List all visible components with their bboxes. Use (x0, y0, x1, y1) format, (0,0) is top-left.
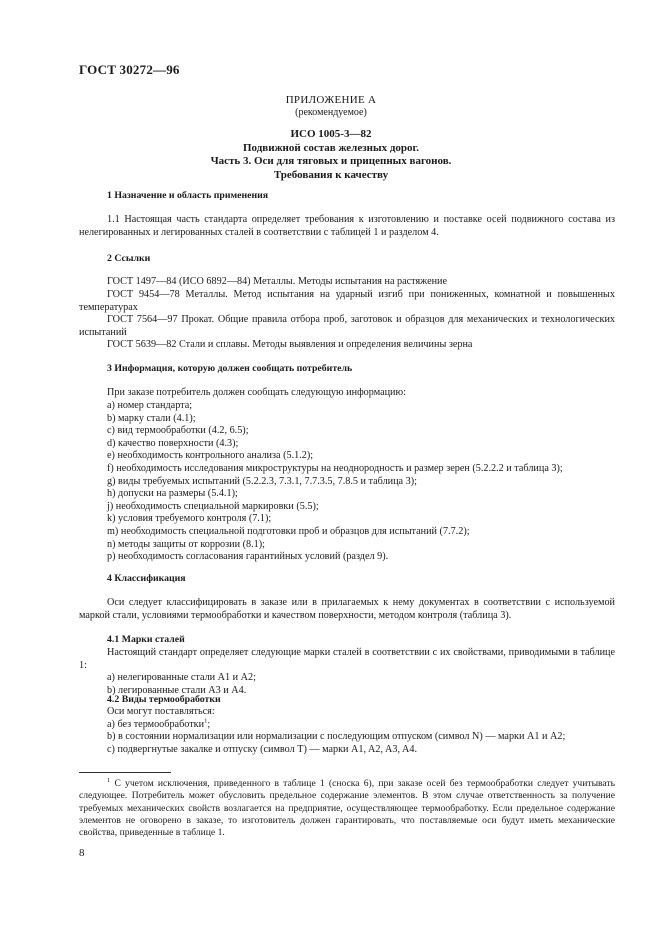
list-item: f) необходимость исследования микроструктуры на неоднородность и размер зерен (5.2.2.2 и таблица 3); (107, 462, 563, 474)
list-item: a) нелегированные стали A1 и A2; (107, 672, 256, 683)
list-item: k) условия требуемого контроля (7.1); (107, 513, 272, 525)
list-item: e) необходимость контрольного анализа (5.1.2); (107, 450, 314, 462)
appendix-title (79, 128, 583, 182)
list-intro: Оси могут поставляться: (107, 706, 215, 717)
list-item: m) необходимость специальной подготовки проб и образцов для испытаний (7.7.2); (107, 525, 470, 537)
list-item-end: ; (207, 718, 211, 730)
list-item: n) методы защиты от коррозии (8.1); (107, 538, 265, 550)
info-list (107, 400, 627, 564)
footnote-mark: 1 (107, 776, 111, 784)
footnote-text: С учетом исключения, приведенного в таблице 1 (сноска 6), при заказе осей без термообработки следует учитывать следующее. Потребитель может обусловить предельное содержание элементов. В этом случае ответственность за получение требуемых механических свойств возлагается на предприятие, осуществляющее термообработку. Если предельное содержание элементов не оговорено в заказе, то изготовитель должен гарантировать, что поставляемые оси будут иметь механические свойства, приведенные в таблице 1. (79, 778, 615, 839)
appendix-title-line: Требования к качеству (273, 168, 389, 181)
list-item: c) подвергнутые закалке и отпуску (символ T) — марки A1, A2, A3, A4. (107, 743, 417, 755)
subsection-4-1-title: 4.1 Марки сталей (107, 634, 185, 645)
reference-item: ГОСТ 1497—84 (ИСО 6892—84) Металлы. Методы испытания на растяжение (107, 276, 448, 287)
appendix-title-line: Подвижной состав железных дорог. (242, 141, 420, 154)
list-item: b) легированные стали A3 и A4. (107, 684, 247, 696)
list-item: c) вид термообработки (4.2, 6.5); (107, 425, 249, 437)
list-item-text: a) без термообработки (107, 718, 205, 730)
list-item: h) допуски на размеры (5.4.1); (107, 488, 238, 500)
appendix-title-line: ИСО 1005-3—82 (290, 128, 372, 140)
appendix-label: ПРИЛОЖЕНИЕ А (285, 94, 377, 106)
reference-item: ГОСТ 5639—82 Стали и сплавы. Методы выявления и определения величины зерна (107, 339, 473, 350)
section-1-text: 1.1 Настоящая часть стандарта определяет требования к изготовлению и поставке осей подвижного состава из нелегированных и легированных сталей в соответствии с таблицей 1 и разделом 4. (79, 214, 615, 238)
list-item: d) качество поверхности (4.3); (107, 437, 239, 449)
standard-code-header: ГОСТ 30272—96 (79, 62, 180, 77)
footnote-ref: 1 (204, 717, 208, 725)
list-item: b) марку стали (4.1); (107, 412, 196, 424)
section-2-title: 2 Ссылки (107, 253, 151, 264)
footnote (79, 778, 615, 839)
subsection-4-2-title: 4.2 Виды термообработки (107, 694, 221, 705)
page-number: 8 (79, 847, 85, 859)
section-3-intro: При заказе потребитель должен сообщать следующую информацию: (107, 387, 406, 398)
subsection-4-1-text: Настоящий стандарт определяет следующие марки сталей в соответствии с их свойствами, приводимыми в таблице 1: (79, 647, 615, 671)
list-item: p) необходимость согласования гарантийных условий (раздел 9). (107, 551, 389, 563)
heat-treatment-list (107, 706, 627, 756)
section-3-title: 3 Информация, которую должен сообщать потребитель (107, 363, 353, 374)
list-item (107, 719, 627, 732)
appendix-note: (рекомендуемое) (295, 107, 367, 118)
section-1-title: 1 Назначение и область применения (107, 190, 269, 201)
list-item: g) виды требуемых испытаний (5.2.2.3, 7.3.1, 7.7.3.5, 7.8.5 и таблица 3); (107, 475, 417, 487)
list-item: j) необходимость специальной маркировки (5.5); (107, 500, 319, 512)
reference-item: ГОСТ 9454—78 Металлы. Метод испытания на ударный изгиб при пониженных, комнатной и повышенных температурах (79, 289, 615, 313)
appendix-title-line: Часть 3. Оси для тяговых и прицепных вагонов. (210, 155, 452, 167)
list-item: b) в состоянии нормализации или нормализации с последующим отпуском (символ N) — марки A1 и A2; (107, 731, 566, 743)
footnote-divider (79, 772, 171, 773)
reference-item: ГОСТ 7564—97 Прокат. Общие правила отбора проб, заготовок и образцов для механических и технологических испытаний (79, 314, 615, 338)
section-4-text: Оси следует классифицировать в заказе или в прилагаемых к нему документах в соответствии с используемой маркой стали, условиями термообработки и качеством поверхности, методом контроля (таблица 3). (79, 597, 615, 621)
section-4-title: 4 Классификация (107, 573, 186, 584)
list-item: a) номер стандарта; (107, 400, 193, 411)
